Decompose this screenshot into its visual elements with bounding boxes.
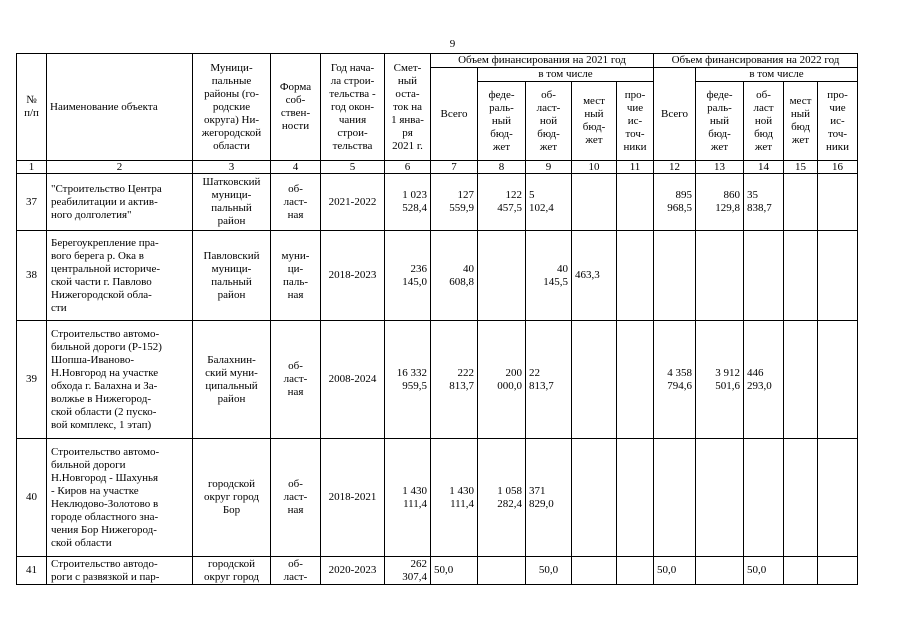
balance: 16 332 959,5: [385, 321, 431, 439]
federal-2022: [696, 231, 744, 321]
header-name: Наименование объекта: [47, 54, 193, 161]
total-2022: 895 968,5: [654, 174, 696, 231]
table-body: [17, 174, 858, 585]
federal-2022: [696, 439, 744, 557]
row-num: 37: [17, 174, 47, 231]
other-2021: [617, 439, 654, 557]
header-balance: Смет- ный оста- ток на 1 янва- ря 2021 г.: [385, 54, 431, 161]
regional-2021: 50,0: [526, 557, 572, 585]
local-2021: 463,3: [572, 231, 617, 321]
column-number: 1: [17, 161, 47, 174]
header-federal-2022: феде- раль- ный бюд- жет: [696, 82, 744, 161]
column-number: 11: [617, 161, 654, 174]
district: Шатковский муници- пальный район: [193, 174, 271, 231]
federal-2022: [696, 557, 744, 585]
header-total-2021: Всего: [431, 68, 478, 161]
other-2022: [818, 321, 858, 439]
column-number: 3: [193, 161, 271, 174]
header-num: № п/п: [17, 54, 47, 161]
district: Павловский муници- пальный район: [193, 231, 271, 321]
ownership: об- ласт-: [271, 557, 321, 585]
other-2022: [818, 439, 858, 557]
row-num: 41: [17, 557, 47, 585]
district: городской округ город Бор: [193, 439, 271, 557]
header-ownership: Форма соб- ствен- ности: [271, 54, 321, 161]
column-number: 15: [784, 161, 818, 174]
column-number: 5: [321, 161, 385, 174]
years: 2008-2024: [321, 321, 385, 439]
other-2022: [818, 174, 858, 231]
local-2021: [572, 439, 617, 557]
financing-table: [16, 53, 858, 585]
column-number: 7: [431, 161, 478, 174]
row-num: 40: [17, 439, 47, 557]
other-2021: [617, 557, 654, 585]
regional-2022: 50,0: [744, 557, 784, 585]
local-2022: [784, 439, 818, 557]
federal-2021: 1 058 282,4: [478, 439, 526, 557]
years: 2020-2023: [321, 557, 385, 585]
federal-2022: 3 912 501,6: [696, 321, 744, 439]
other-2021: [617, 174, 654, 231]
page-number: 9: [449, 38, 456, 50]
total-2022: [654, 439, 696, 557]
district: городской округ город: [193, 557, 271, 585]
regional-2022: [744, 231, 784, 321]
total-2021: 40 608,8: [431, 231, 478, 321]
regional-2021: 22 813,7: [526, 321, 572, 439]
header-local-2021: мест ный бюд- жет: [572, 82, 617, 161]
regional-2022: 446 293,0: [744, 321, 784, 439]
total-2021: 1 430 111,4: [431, 439, 478, 557]
table-row: [17, 321, 858, 439]
regional-2022: 35 838,7: [744, 174, 784, 231]
other-2021: [617, 321, 654, 439]
balance: 1 023 528,4: [385, 174, 431, 231]
total-2022: [654, 231, 696, 321]
total-2021: 50,0: [431, 557, 478, 585]
header-incl-2022: в том числе: [696, 68, 858, 82]
other-2021: [617, 231, 654, 321]
local-2022: [784, 321, 818, 439]
column-number: 6: [385, 161, 431, 174]
object-name: "Строительство Центра реабилитации и актив- ного долголетия": [47, 174, 193, 231]
column-number: 8: [478, 161, 526, 174]
object-name: Берегоукрепление пра- вого берега р. Ока в центральной историче- ской части г. Павлово Нижегородской обла- сти: [47, 231, 193, 321]
column-number: 9: [526, 161, 572, 174]
local-2021: [572, 174, 617, 231]
header-districts: Муници- пальные районы (го- родские округа) Ни- жегородской области: [193, 54, 271, 161]
local-2021: [572, 557, 617, 585]
column-number: 13: [696, 161, 744, 174]
object-name: Строительство автомо- бильной дороги (Р-152) Шопша-Иваново- Н.Новгород на участке обхода г. Балахна и За- волжье в Нижегород- ской области (2 пуско- вой комплекс, 1 этап): [47, 321, 193, 439]
total-2022: 4 358 794,6: [654, 321, 696, 439]
row-num: 38: [17, 231, 47, 321]
table-row: [17, 557, 858, 585]
local-2022: [784, 174, 818, 231]
column-number: 4: [271, 161, 321, 174]
federal-2021: [478, 557, 526, 585]
column-number: 10: [572, 161, 617, 174]
balance: 262 307,4: [385, 557, 431, 585]
years: 2018-2021: [321, 439, 385, 557]
ownership: муни- ци- паль- ная: [271, 231, 321, 321]
table-row: [17, 439, 858, 557]
local-2022: [784, 231, 818, 321]
ownership: об- ласт- ная: [271, 321, 321, 439]
header-years: Год нача- ла строи- тельства - год окон- чания строи- тельства: [321, 54, 385, 161]
total-2021: 222 813,7: [431, 321, 478, 439]
total-2021: 127 559,9: [431, 174, 478, 231]
table-row: [17, 231, 858, 321]
object-name: Строительство автодо- роги с развязкой и пар-: [47, 557, 193, 585]
federal-2021: 200 000,0: [478, 321, 526, 439]
header-other-2021: про- чие ис- точ- ники: [617, 82, 654, 161]
other-2022: [818, 557, 858, 585]
column-number: 2: [47, 161, 193, 174]
years: 2018-2023: [321, 231, 385, 321]
object-name: Строительство автомо- бильной дороги Н.Новгород - Шахунья - Киров на участке Неклюдово-Золотово в городе областного зна- чения Бор Нижегород- ской области: [47, 439, 193, 557]
header-fin-2021: Объем финансирования на 2021 год: [431, 54, 654, 68]
header-regional-2022: об- ласт ной бюд жет: [744, 82, 784, 161]
years: 2021-2022: [321, 174, 385, 231]
table-header: [17, 54, 858, 174]
federal-2021: 122 457,5: [478, 174, 526, 231]
regional-2021: 40 145,5: [526, 231, 572, 321]
total-2022: 50,0: [654, 557, 696, 585]
column-number: 16: [818, 161, 858, 174]
column-number: 14: [744, 161, 784, 174]
table-row: [17, 174, 858, 231]
ownership: об- ласт- ная: [271, 439, 321, 557]
regional-2021: 5 102,4: [526, 174, 572, 231]
ownership: об- ласт- ная: [271, 174, 321, 231]
federal-2021: [478, 231, 526, 321]
federal-2022: 860 129,8: [696, 174, 744, 231]
balance: 236 145,0: [385, 231, 431, 321]
header-incl-2021: в том числе: [478, 68, 654, 82]
regional-2021: 371 829,0: [526, 439, 572, 557]
local-2021: [572, 321, 617, 439]
local-2022: [784, 557, 818, 585]
balance: 1 430 111,4: [385, 439, 431, 557]
header-total-2022: Всего: [654, 68, 696, 161]
header-local-2022: мест ный бюд жет: [784, 82, 818, 161]
regional-2022: [744, 439, 784, 557]
header-federal-2021: феде- раль- ный бюд- жет: [478, 82, 526, 161]
header-regional-2021: об- ласт- ной бюд- жет: [526, 82, 572, 161]
column-number-row: [17, 161, 858, 174]
header-other-2022: про- чие ис- точ- ники: [818, 82, 858, 161]
other-2022: [818, 231, 858, 321]
district: Балахнин- ский муни- ципальный район: [193, 321, 271, 439]
row-num: 39: [17, 321, 47, 439]
column-number: 12: [654, 161, 696, 174]
header-fin-2022: Объем финансирования на 2022 год: [654, 54, 858, 68]
